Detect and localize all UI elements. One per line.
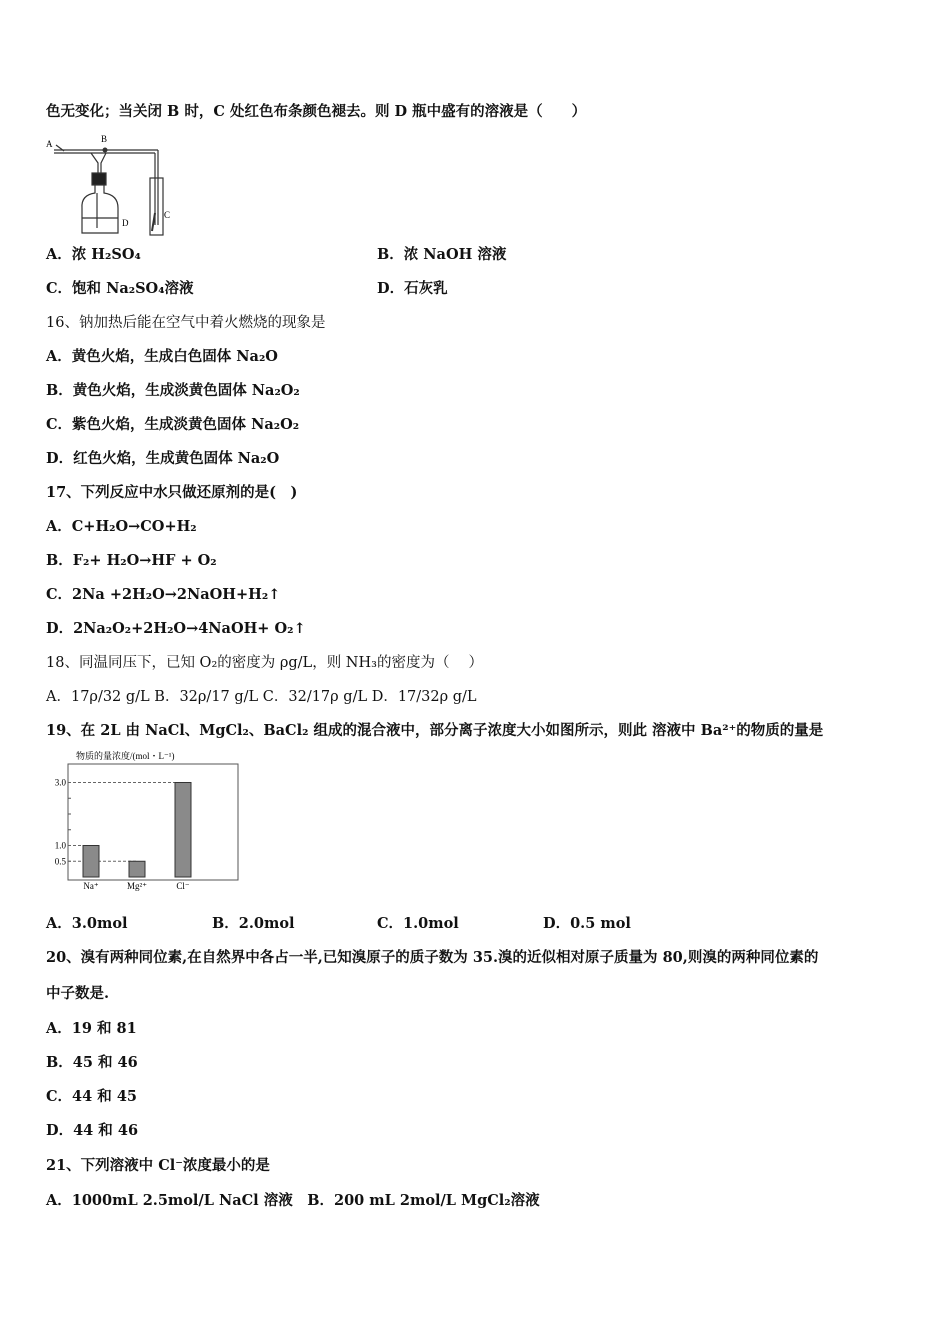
q16-stem: 16、钠加热后能在空气中着火燃烧的现象是 bbox=[46, 315, 326, 331]
label-d: D bbox=[122, 218, 129, 228]
label-a: A bbox=[46, 139, 53, 149]
x-tick-label: Mg²⁺ bbox=[127, 881, 147, 891]
q17-option-d[interactable]: D．2Na₂O₂+2H₂O→4NaOH+ O₂↑ bbox=[46, 620, 306, 637]
q15-option-d[interactable]: D．石灰乳 bbox=[377, 280, 448, 297]
y-tick-label: 1.0 bbox=[54, 840, 66, 851]
q19-option-a[interactable]: A．3.0mol bbox=[46, 915, 128, 932]
q20-option-a[interactable]: A．19 和 81 bbox=[46, 1020, 137, 1037]
bar-2 bbox=[175, 783, 191, 878]
q16-option-d[interactable]: D．红色火焰，生成黄色固体 Na₂O bbox=[46, 450, 280, 467]
q15-option-a[interactable]: A．浓 H₂SO₄ bbox=[46, 246, 141, 263]
q18-stem: 18、同温同压下，已知 O₂的密度为 ρg/L，则 NH₃的密度为（ ） bbox=[46, 655, 484, 671]
q17-option-b[interactable]: B．F₂+ H₂O→HF + O₂ bbox=[46, 552, 217, 569]
q19-stem: 19、在 2L 由 NaCl、MgCl₂、BaCl₂ 组成的混合液中，部分离子浓度大小如图所示，则此 溶液中 Ba²⁺的物质的量是 bbox=[46, 722, 824, 739]
q20-stem-line2: 中子数是. bbox=[46, 985, 110, 1002]
q19-option-b[interactable]: B．2.0mol bbox=[212, 915, 295, 932]
x-tick-label: Cl⁻ bbox=[176, 881, 190, 891]
q16-option-a[interactable]: A．黄色火焰，生成白色固体 Na₂O bbox=[46, 348, 278, 365]
q20-stem-line1: 20、溴有两种同位素,在自然界中各占一半,已知溴原子的质子数为 35.溴的近似相对原子质量为 80,则溴的两种同位素的 bbox=[46, 949, 819, 966]
q19-option-c[interactable]: C．1.0mol bbox=[377, 915, 459, 932]
q20-option-d[interactable]: D．44 和 46 bbox=[46, 1122, 139, 1139]
q20-option-b[interactable]: B．45 和 46 bbox=[46, 1054, 138, 1071]
q16-option-b[interactable]: B．黄色火焰，生成淡黄色固体 Na₂O₂ bbox=[46, 382, 300, 399]
x-tick-label: Na⁺ bbox=[83, 881, 99, 891]
label-b: B bbox=[101, 134, 108, 144]
q20-option-c[interactable]: C．44 和 45 bbox=[46, 1088, 137, 1105]
bar-1 bbox=[129, 861, 145, 877]
q19-option-d[interactable]: D．0.5 mol bbox=[543, 915, 631, 932]
q15-stem: 色无变化；当关闭 B 时，C 处红色布条颜色褪去。则 D 瓶中盛有的溶液是（ ） bbox=[46, 103, 587, 120]
q17-option-c[interactable]: C．2Na +2H₂O→2NaOH+H₂↑ bbox=[46, 586, 281, 603]
q18-options[interactable]: A．17ρ/32 g/L B．32ρ/17 g/L C．32/17ρ g/L D．17/32ρ g/L bbox=[46, 689, 477, 705]
q15-option-c[interactable]: C．饱和 Na₂SO₄溶液 bbox=[46, 280, 194, 297]
q17-stem: 17、下列反应中水只做还原剂的是( ) bbox=[46, 484, 298, 501]
bar-0 bbox=[83, 846, 99, 878]
q17-option-a[interactable]: A．C+H₂O→CO+H₂ bbox=[46, 518, 197, 535]
q21-options[interactable]: A．1000mL 2.5mol/L NaCl 溶液 B．200 mL 2mol/L MgCl₂溶液 bbox=[46, 1192, 540, 1209]
q21-stem: 21、下列溶液中 Cl⁻浓度最小的是 bbox=[46, 1157, 270, 1174]
label-c: C bbox=[164, 210, 171, 220]
concentration-bar-chart bbox=[40, 746, 250, 894]
y-tick-label: 0.5 bbox=[54, 856, 66, 867]
apparatus-diagram bbox=[46, 133, 171, 238]
y-tick-label: 3.0 bbox=[54, 777, 66, 788]
chart-title: 物质的量浓度/(mol・L⁻¹) bbox=[76, 751, 175, 761]
q16-option-c[interactable]: C．紫色火焰，生成淡黄色固体 Na₂O₂ bbox=[46, 416, 300, 433]
q15-option-b[interactable]: B．浓 NaOH 溶液 bbox=[377, 246, 507, 263]
